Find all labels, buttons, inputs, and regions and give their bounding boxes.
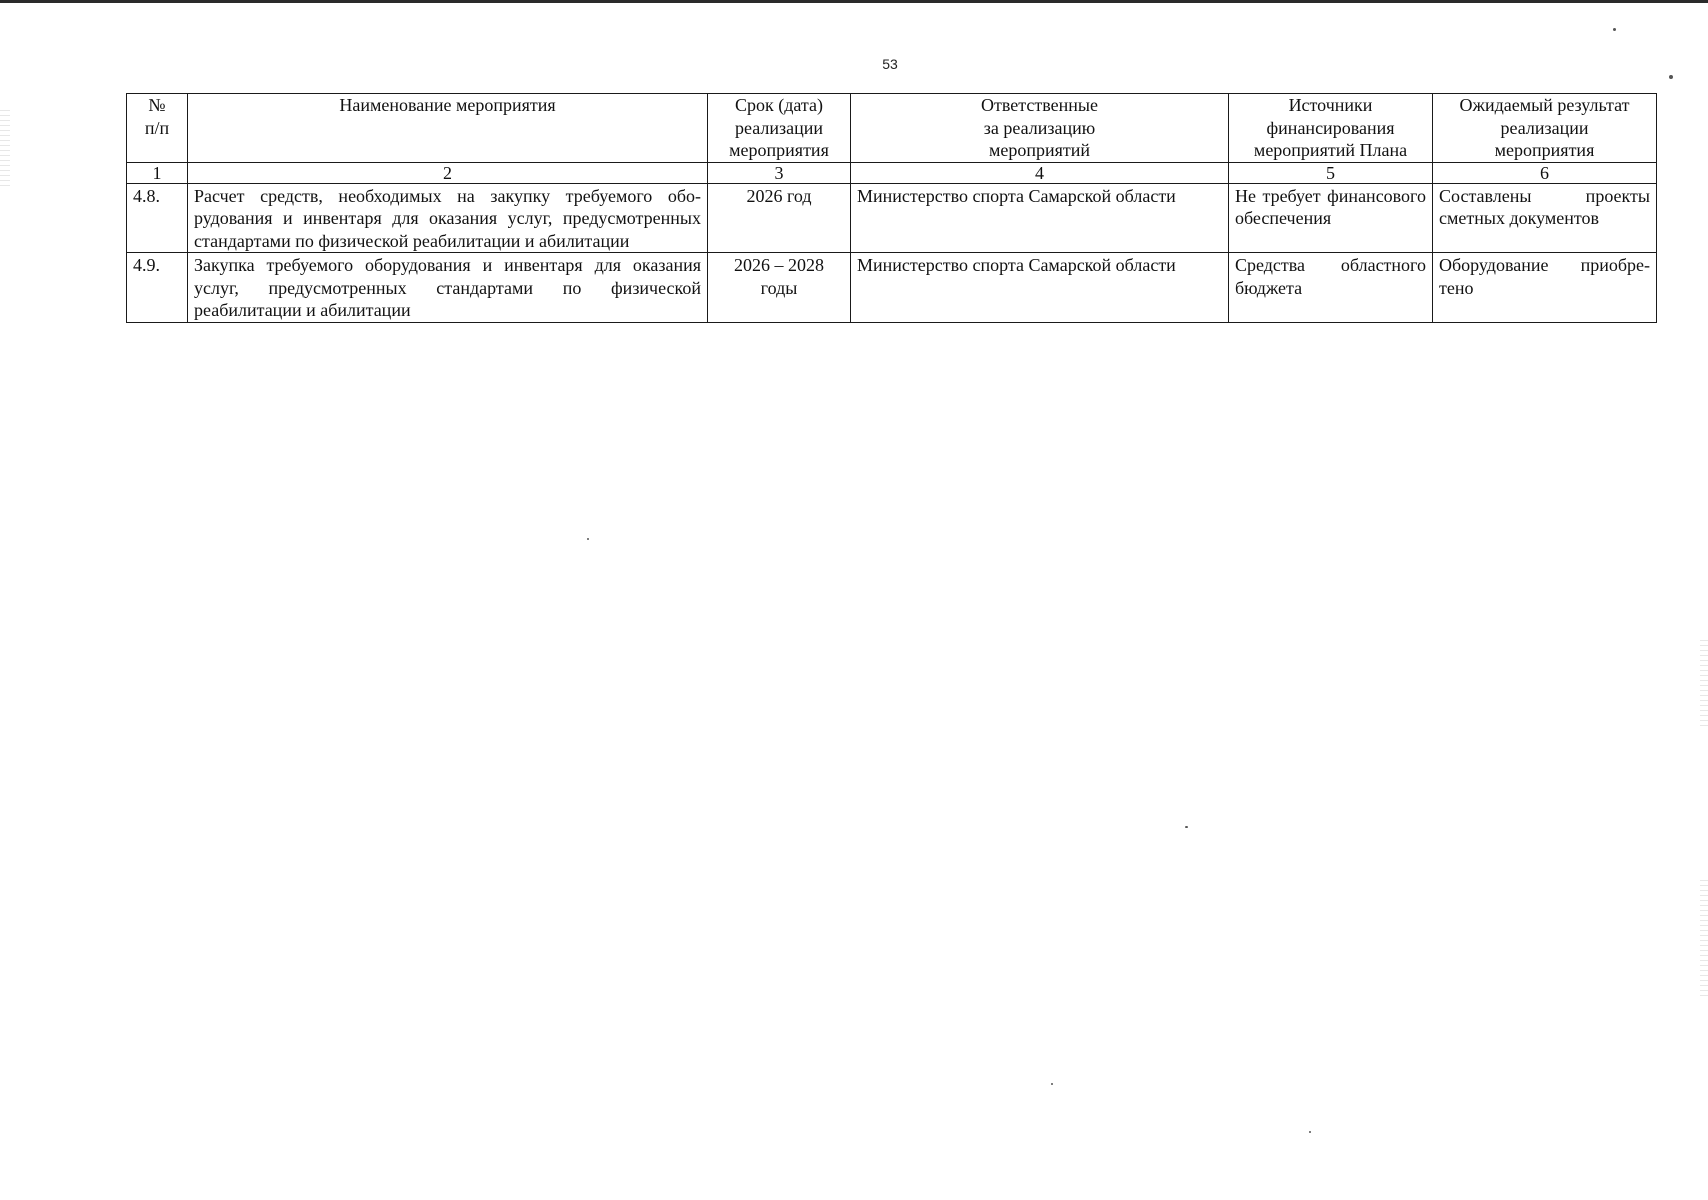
scan-speck bbox=[1051, 1083, 1053, 1085]
row-number: 4.8. bbox=[127, 183, 188, 253]
column-number: 1 bbox=[127, 162, 188, 183]
measure-funding: Средства областного бюджета bbox=[1229, 253, 1433, 323]
header-number: № п/п bbox=[127, 94, 188, 163]
measure-name: Расчет средств, необходимых на закупку требуемого оборудования и инвентаря для оказания услуг, предусмотренных стандартами по физической реабилитации и абилитации bbox=[188, 183, 708, 253]
header-term: Срок (дата) реализации мероприятия bbox=[708, 94, 851, 163]
measure-responsible: Министерство спорта Самарской области bbox=[851, 183, 1229, 253]
header-funding: Источники финансирования мероприятий Плана bbox=[1229, 94, 1433, 163]
column-number: 6 bbox=[1433, 162, 1657, 183]
scan-speck bbox=[1185, 826, 1188, 828]
measure-responsible: Министерство спорта Самарской области bbox=[851, 253, 1229, 323]
measure-term: 2026 – 2028 годы bbox=[708, 253, 851, 323]
measure-term: 2026 год bbox=[708, 183, 851, 253]
column-number: 4 bbox=[851, 162, 1229, 183]
header-result: Ожидаемый результат реализации мероприятия bbox=[1433, 94, 1657, 163]
scan-noise-right bbox=[1700, 880, 1708, 1000]
scan-noise-left bbox=[0, 110, 10, 190]
scan-speck bbox=[1669, 75, 1673, 79]
column-number: 5 bbox=[1229, 162, 1433, 183]
measures-table bbox=[126, 93, 1657, 323]
column-number: 3 bbox=[708, 162, 851, 183]
column-number: 2 bbox=[188, 162, 708, 183]
row-number: 4.9. bbox=[127, 253, 188, 323]
page-number: 53 bbox=[882, 56, 898, 72]
scan-edge bbox=[0, 0, 1708, 3]
scan-noise-right bbox=[1700, 640, 1708, 730]
table-header-row bbox=[127, 94, 1657, 163]
column-number-row bbox=[127, 162, 1657, 183]
header-name: Наименование мероприятия bbox=[188, 94, 708, 163]
scan-speck bbox=[1309, 1131, 1311, 1133]
measure-result: Составлены проекты сметных документов bbox=[1433, 183, 1657, 253]
scan-speck bbox=[1613, 28, 1616, 31]
measure-name: Закупка требуемого оборудования и инвентаря для оказания услуг, предусмотренных стандартами по физической реабилитации и абилитации bbox=[188, 253, 708, 323]
header-responsible: Ответственные за реализацию мероприятий bbox=[851, 94, 1229, 163]
measure-funding: Не требует финансового обеспечения bbox=[1229, 183, 1433, 253]
table-row bbox=[127, 253, 1657, 323]
measure-result: Оборудование приобретено bbox=[1433, 253, 1657, 323]
table-row bbox=[127, 183, 1657, 253]
scan-speck bbox=[587, 538, 589, 540]
